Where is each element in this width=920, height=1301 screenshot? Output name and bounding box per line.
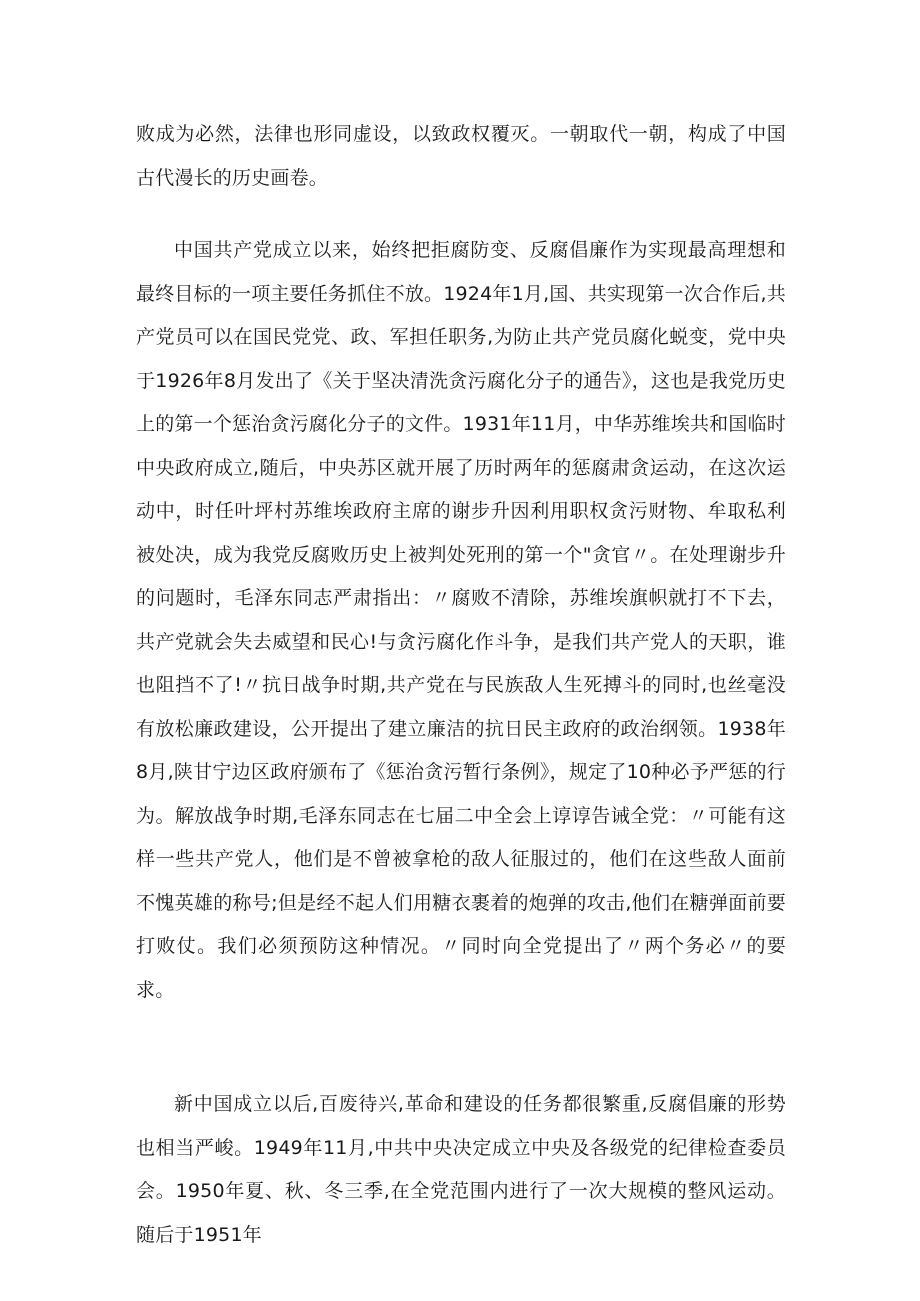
- paragraph-party-history: [136, 229, 786, 1012]
- paragraph-text: 败成为必然，法律也形同虚设，以致政权覆灭。一朝取代一朝，构成了中国古代漫长的历史画卷。: [136, 123, 786, 189]
- paragraph-continuation: [136, 113, 786, 200]
- paragraph-new-china: [136, 1083, 786, 1257]
- paragraph-text: 新中国成立以后,百废待兴,革命和建设的任务都很繁重,反腐倡廉的形势也相当严峻。1949年11月,中共中央决定成立中央及各级党的纪律检查委员会。1950年夏、秋、冬三季,在全党范围内进行了一次大规模的整风运动。随后于1951年: [136, 1093, 786, 1246]
- paragraph-text: 中国共产党成立以来，始终把拒腐防变、反腐倡廉作为实现最高理想和最终目标的一项主要任务抓住不放。1924年1月,国、共实现第一次合作后,共产党员可以在国民党党、政、军担任职务,为防止共产党员腐化蜕变，党中央于1926年8月发出了《关于坚决清洗贪污腐化分子的通告》，这也是我党历史上的第一个惩治贪污腐化分子的文件。1931年11月，中华苏维埃共和国临时中央政府成立,随后，中央苏区就开展了历时两年的惩腐肃贪运动，在这次运动中，时任叶坪村苏维埃政府主席的谢步升因利用职权贪污财物、牟取私利被处决，成为我党反腐败历史上被判处死刑的第一个"贪官〃。在处理谢步升的问题时，毛泽东同志严肃指出：〃腐败不清除，苏维埃旗帜就打不下去，共产党就会失去威望和民心!与贪污腐化作斗争，是我们共产党人的天职，谁也阻挡不了!〃抗日战争时期,共产党在与民族敌人生死搏斗的同时,也丝毫没有放松廉政建设，公开提出了建立廉洁的抗日民主政府的政治纲领。1938年8月,陕甘宁边区政府颁布了《惩治贪污暂行条例》，规定了10种必予严惩的行为。解放战争时期,毛泽东同志在七届二中全会上谆谆告诫全党：〃可能有这样一些共产党人，他们是不曾被拿枪的敌人征服过的，他们在这些敌人面前不愧英雄的称号;但是经不起人们用糖衣裹着的炮弹的攻击,他们在糖弹面前要打败仗。我们必须预防这种情况。〃同时向全党提出了〃两个务必〃的要求。: [136, 239, 786, 1001]
